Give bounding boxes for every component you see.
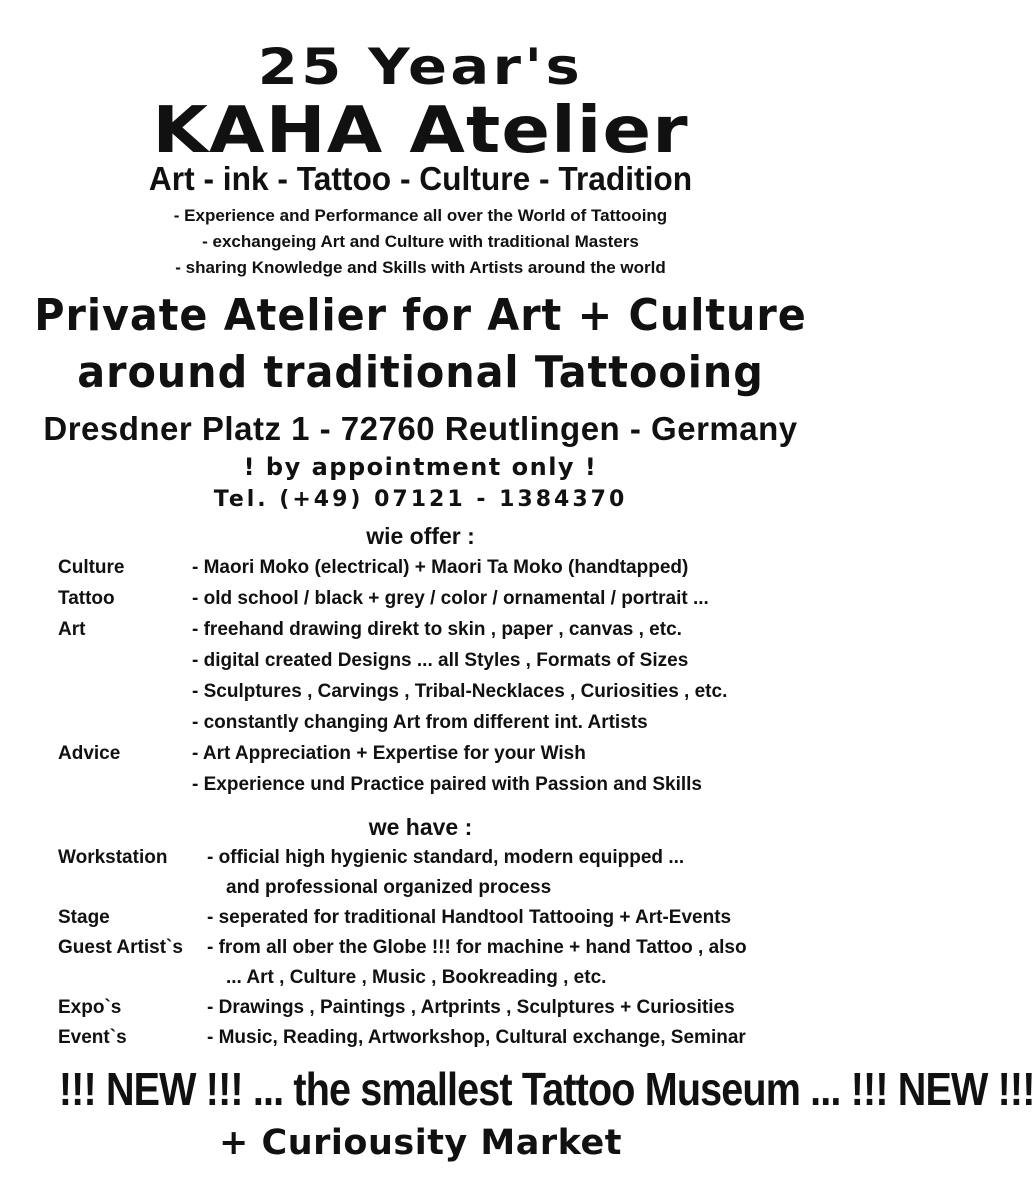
offer-text: - digital created Designs ... all Styles , Formats of Sizes xyxy=(192,650,689,671)
have-row xyxy=(0,877,841,903)
have-label: Event`s xyxy=(58,1027,127,1048)
have-label: Workstation xyxy=(58,847,168,868)
offer-row xyxy=(0,588,841,614)
have-row xyxy=(0,907,841,933)
have-text: and professional organized process xyxy=(226,877,552,898)
offer-text: - freehand drawing direkt to skin , paper , canvas , etc. xyxy=(192,619,682,640)
offer-label: Tattoo xyxy=(58,588,115,609)
tagline: Art - ink - Tattoo - Culture - Tradition xyxy=(148,160,693,197)
have-text: - Music, Reading, Artworkshop, Cultural exchange, Seminar xyxy=(207,1027,746,1048)
have-section-title: we have : xyxy=(368,814,473,840)
phone-number: Tel. (+49) 07121 - 1384370 xyxy=(213,487,628,512)
brand-title: KAHA Atelier xyxy=(152,94,689,168)
offer-row xyxy=(0,557,841,583)
main-headline-second-line: around traditional Tattooing xyxy=(77,347,764,398)
intro-bullet: - Experience and Performance all over the World of Tattooing xyxy=(173,206,668,225)
have-row xyxy=(0,937,841,963)
intro-bullet: - exchangeing Art and Culture with traditional Masters xyxy=(202,232,639,251)
offer-row xyxy=(0,774,841,800)
offer-text: - constantly changing Art from different int. Artists xyxy=(192,712,648,733)
have-label: Expo`s xyxy=(58,997,122,1018)
main-headline: Private Atelier for Art + Culture xyxy=(34,290,807,341)
have-text: - seperated for traditional Handtool Tattooing + Art-Events xyxy=(207,907,732,928)
have-label: Guest Artist`s xyxy=(58,937,183,958)
have-label: Stage xyxy=(58,907,110,928)
address: Dresdner Platz 1 - 72760 Reutlingen - Germany xyxy=(43,410,798,447)
offer-label: Art xyxy=(58,619,86,640)
offer-section-title: wie offer : xyxy=(366,523,475,549)
offer-text: - old school / black + grey / color / ornamental / portrait ... xyxy=(192,588,709,609)
appointment-note: ! by appointment only ! xyxy=(243,453,598,481)
offer-row xyxy=(0,650,841,676)
offer-text: - Sculptures , Carvings , Tribal-Necklaces , Curiosities , etc. xyxy=(192,681,728,702)
offer-text: - Experience und Practice paired with Passion and Skills xyxy=(192,774,703,795)
have-text: - from all ober the Globe !!! for machine + hand Tattoo , also xyxy=(207,937,747,958)
curiosity-market-line: + Curiousity Market xyxy=(219,1123,622,1163)
have-row xyxy=(0,997,841,1023)
offer-row xyxy=(0,681,841,707)
have-row xyxy=(0,847,841,873)
offer-text: - Art Appreciation + Expertise for your Wish xyxy=(192,743,586,764)
anniversary-heading: 25 Year's xyxy=(257,38,584,96)
intro-bullet: - sharing Knowledge and Skills with Artists around the world xyxy=(175,258,666,277)
have-text: ... Art , Culture , Music , Bookreading , etc. xyxy=(226,967,607,988)
new-museum-banner: !!! NEW !!! ... the smallest Tattoo Museum ... !!! NEW !!! xyxy=(58,1063,1035,1115)
offer-row xyxy=(0,743,841,769)
offer-label: Culture xyxy=(58,557,125,578)
offer-label: Advice xyxy=(58,743,121,764)
offer-row xyxy=(0,619,841,645)
have-row xyxy=(0,967,841,993)
have-text: - Drawings , Paintings , Artprints , Sculptures + Curiosities xyxy=(207,997,735,1018)
have-text: - official high hygienic standard, modern equipped ... xyxy=(207,847,685,868)
offer-row xyxy=(0,712,841,738)
have-row xyxy=(0,1027,841,1053)
offer-text: - Maori Moko (electrical) + Maori Ta Moko (handtapped) xyxy=(192,557,689,578)
